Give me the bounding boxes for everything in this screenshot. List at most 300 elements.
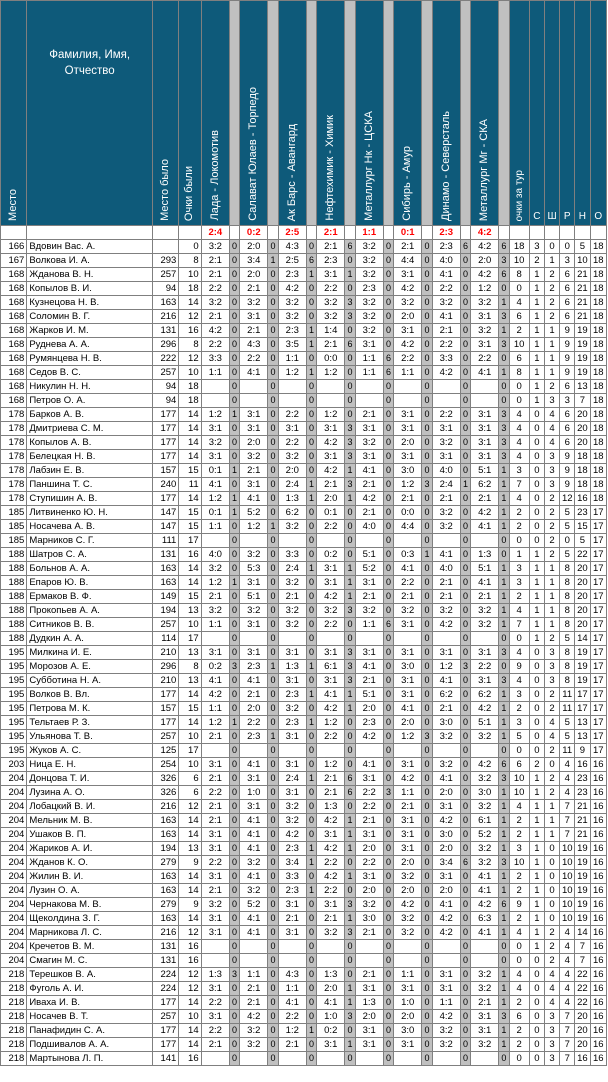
cell-stat-o: 18 bbox=[590, 254, 606, 268]
cell-prediction: 3:1 bbox=[471, 408, 499, 422]
cell-match-points: 0 bbox=[306, 590, 316, 604]
cell-prediction: 3:2 bbox=[317, 310, 345, 324]
cell-stat-o: 18 bbox=[590, 436, 606, 450]
cell-name: Марников С. Г. bbox=[27, 534, 153, 548]
cell-stat-r: 0 bbox=[560, 240, 575, 254]
cell-match-points: 0 bbox=[229, 1010, 239, 1024]
cell-stat-sh: 3 bbox=[544, 450, 559, 464]
cell-prediction: 3:0 bbox=[355, 912, 383, 926]
cell-prediction: 1:1 bbox=[432, 996, 460, 1010]
cell-prediction: 2:4 bbox=[278, 562, 306, 576]
cell-match-points: 0 bbox=[460, 436, 470, 450]
cell-match-points: 0 bbox=[229, 730, 239, 744]
cell-prediction: 4:2 bbox=[355, 492, 383, 506]
cell-match-points: 1 bbox=[306, 884, 316, 898]
cell-tour-points: 8 bbox=[509, 366, 529, 380]
cell-place: 195 bbox=[1, 660, 27, 674]
cell-stat-o: 18 bbox=[590, 338, 606, 352]
cell-prediction: 4:1 bbox=[355, 660, 383, 674]
cell-place: 204 bbox=[1, 772, 27, 786]
cell-stat-n: 20 bbox=[575, 590, 590, 604]
cell-prediction: 3:2 bbox=[355, 436, 383, 450]
cell-match-points: 1 bbox=[229, 492, 239, 506]
cell-prediction: 3:1 bbox=[201, 870, 229, 884]
cell-stat-s: 1 bbox=[529, 548, 544, 562]
cell-prediction: 4:1 bbox=[317, 996, 345, 1010]
cell-match-points: 1 bbox=[499, 520, 509, 534]
header-place: Место bbox=[1, 1, 27, 226]
cell-prediction: 4:4 bbox=[394, 520, 422, 534]
cell-prediction: 2:2 bbox=[317, 730, 345, 744]
cell-match-points: 0 bbox=[268, 604, 278, 618]
cell-stat-sh: 1 bbox=[544, 338, 559, 352]
cell-match-points: 0 bbox=[499, 394, 509, 408]
cell-match-points: 1 bbox=[499, 296, 509, 310]
cell-tour-points: 10 bbox=[509, 338, 529, 352]
cell-prediction: 2:2 bbox=[201, 338, 229, 352]
header-match-2: Салават Юлаев - Торпедо bbox=[240, 1, 268, 226]
cell-points-were: 16 bbox=[179, 324, 201, 338]
cell-prediction: 3:1 bbox=[394, 814, 422, 828]
cell-match-points: 1 bbox=[499, 478, 509, 492]
cell-prediction: 0:0 bbox=[394, 506, 422, 520]
cell-tour-points: 4 bbox=[509, 492, 529, 506]
cell-prediction: 3:1 bbox=[240, 422, 268, 436]
cell-prediction: 2:1 bbox=[355, 506, 383, 520]
cell-place-was: 296 bbox=[153, 660, 179, 674]
cell-match-points: 1 bbox=[499, 702, 509, 716]
cell-match-points: 0 bbox=[383, 716, 393, 730]
cell-stat-r: 7 bbox=[560, 1024, 575, 1038]
cell-prediction bbox=[278, 380, 306, 394]
cell-match-points: 0 bbox=[268, 310, 278, 324]
cell-prediction: 3:2 bbox=[317, 296, 345, 310]
cell-points-were: 10 bbox=[179, 268, 201, 282]
cell-stat-s: 1 bbox=[529, 926, 544, 940]
cell-tour-points: 8 bbox=[509, 268, 529, 282]
cell-match-points: 0 bbox=[383, 730, 393, 744]
cell-prediction: 2:1 bbox=[278, 1038, 306, 1052]
cell-prediction: 2:2 bbox=[471, 660, 499, 674]
cell-stat-r: 3 bbox=[560, 254, 575, 268]
cell-match-points: 0 bbox=[345, 618, 355, 632]
cell-stat-r: 4 bbox=[560, 758, 575, 772]
cell-match-points: 1 bbox=[306, 324, 316, 338]
cell-prediction: 3:1 bbox=[394, 758, 422, 772]
cell-prediction: 2:0 bbox=[394, 310, 422, 324]
cell-match-points: 0 bbox=[460, 268, 470, 282]
cell-name: Епаров Ю. В. bbox=[27, 576, 153, 590]
cell-match-points: 0 bbox=[268, 884, 278, 898]
cell-prediction: 2:0 bbox=[355, 842, 383, 856]
cell-tour-points: 18 bbox=[509, 240, 529, 254]
cell-prediction: 1:1 bbox=[201, 366, 229, 380]
table-row bbox=[1, 772, 607, 786]
cell-stat-r: 9 bbox=[560, 338, 575, 352]
cell-prediction: 3:1 bbox=[201, 646, 229, 660]
cell-prediction: 3:2 bbox=[471, 856, 499, 870]
cell-tour-points: 4 bbox=[509, 450, 529, 464]
cell-match-points: 0 bbox=[268, 926, 278, 940]
cell-match-points: 0 bbox=[229, 996, 239, 1010]
cell-stat-n: 16 bbox=[575, 758, 590, 772]
cell-tour-points: 3 bbox=[509, 562, 529, 576]
cell-prediction: 2:2 bbox=[355, 856, 383, 870]
cell-prediction bbox=[317, 744, 345, 758]
cell-prediction: 4:1 bbox=[240, 814, 268, 828]
table-row bbox=[1, 982, 607, 996]
header-match-3: Ак Барс - Авангард bbox=[278, 1, 306, 226]
cell-match-points: 3 bbox=[345, 660, 355, 674]
cell-prediction: 3:2 bbox=[471, 982, 499, 996]
cell-place-was: 163 bbox=[153, 814, 179, 828]
cell-match-points: 6 bbox=[383, 352, 393, 366]
cell-prediction: 2:0 bbox=[394, 856, 422, 870]
cell-stat-r: 5 bbox=[560, 716, 575, 730]
cell-match-points: 3 bbox=[422, 478, 432, 492]
cell-match-points: 1 bbox=[306, 492, 316, 506]
cell-match-points: 0 bbox=[383, 422, 393, 436]
cell-points-were: 10 bbox=[179, 758, 201, 772]
cell-name: Ница Е. Н. bbox=[27, 758, 153, 772]
cell-match-points: 0 bbox=[229, 478, 239, 492]
cell-match-points: 0 bbox=[345, 730, 355, 744]
cell-prediction bbox=[355, 394, 383, 408]
cell-stat-n: 18 bbox=[575, 450, 590, 464]
cell-prediction: 4:1 bbox=[432, 772, 460, 786]
cell-prediction: 2:1 bbox=[201, 884, 229, 898]
cell-prediction: 4:0 bbox=[432, 562, 460, 576]
cell-place: 195 bbox=[1, 730, 27, 744]
cell-prediction: 2:1 bbox=[201, 310, 229, 324]
cell-stat-o: 16 bbox=[590, 814, 606, 828]
cell-match-points: 0 bbox=[422, 562, 432, 576]
cell-prediction: 3:2 bbox=[201, 604, 229, 618]
cell-prediction: 3:1 bbox=[394, 450, 422, 464]
cell-stat-r: 8 bbox=[560, 618, 575, 632]
table-row bbox=[1, 842, 607, 856]
cell-match-points: 0 bbox=[268, 702, 278, 716]
cell-prediction: 2:1 bbox=[317, 240, 345, 254]
cell-prediction bbox=[355, 380, 383, 394]
table-row bbox=[1, 1010, 607, 1024]
header-match-7: Динамо - Северсталь bbox=[432, 1, 460, 226]
cell-points-were: 14 bbox=[179, 814, 201, 828]
cell-prediction: 3:2 bbox=[432, 1024, 460, 1038]
cell-tour-points: 4 bbox=[509, 604, 529, 618]
cell-tour-points: 4 bbox=[509, 436, 529, 450]
cell-match-points: 0 bbox=[383, 856, 393, 870]
cell-match-points: 0 bbox=[345, 632, 355, 646]
cell-prediction: 4:2 bbox=[471, 240, 499, 254]
cell-prediction: 2:1 bbox=[432, 324, 460, 338]
cell-prediction bbox=[201, 380, 229, 394]
cell-prediction: 3:0 bbox=[394, 1024, 422, 1038]
cell-match-points: 0 bbox=[345, 282, 355, 296]
cell-match-points: 1 bbox=[499, 870, 509, 884]
results-blank bbox=[383, 226, 393, 240]
cell-match-points: 0 bbox=[229, 940, 239, 954]
cell-prediction: 2:0 bbox=[355, 884, 383, 898]
cell-match-points: 6 bbox=[306, 254, 316, 268]
cell-match-points: 6 bbox=[460, 856, 470, 870]
cell-match-points: 3 bbox=[345, 674, 355, 688]
cell-stat-o: 16 bbox=[590, 800, 606, 814]
cell-prediction: 3:1 bbox=[317, 674, 345, 688]
cell-match-points: 1 bbox=[499, 576, 509, 590]
cell-match-points: 0 bbox=[460, 576, 470, 590]
cell-prediction: 2:2 bbox=[317, 884, 345, 898]
table-row bbox=[1, 996, 607, 1010]
cell-prediction: 3:0 bbox=[394, 464, 422, 478]
cell-stat-s: 1 bbox=[529, 870, 544, 884]
cell-prediction: 4:2 bbox=[432, 366, 460, 380]
cell-tour-points: 1 bbox=[509, 548, 529, 562]
table-row bbox=[1, 618, 607, 632]
cell-stat-s: 1 bbox=[529, 282, 544, 296]
cell-stat-o: 18 bbox=[590, 240, 606, 254]
header-stat-r: Р bbox=[560, 1, 575, 226]
cell-match-points: 0 bbox=[422, 492, 432, 506]
cell-match-points: 0 bbox=[460, 842, 470, 856]
cell-place-was: 257 bbox=[153, 618, 179, 632]
cell-match-points: 0 bbox=[306, 982, 316, 996]
cell-name: Ситников В. В. bbox=[27, 618, 153, 632]
cell-match-points: 0 bbox=[345, 1024, 355, 1038]
cell-prediction: 2:1 bbox=[278, 912, 306, 926]
result-match-3: 2:5 bbox=[278, 226, 306, 240]
cell-stat-sh: 0 bbox=[544, 842, 559, 856]
results-blank bbox=[229, 226, 239, 240]
cell-match-points: 0 bbox=[229, 604, 239, 618]
cell-prediction: 4:2 bbox=[471, 506, 499, 520]
cell-stat-o: 16 bbox=[590, 926, 606, 940]
cell-stat-n: 19 bbox=[575, 870, 590, 884]
cell-prediction: 1:1 bbox=[355, 618, 383, 632]
cell-prediction: 3:2 bbox=[471, 772, 499, 786]
cell-prediction: 3:1 bbox=[471, 422, 499, 436]
cell-prediction bbox=[355, 534, 383, 548]
cell-stat-o: 18 bbox=[590, 492, 606, 506]
cell-match-points: 0 bbox=[268, 436, 278, 450]
cell-stat-s: 0 bbox=[529, 968, 544, 982]
cell-prediction bbox=[240, 380, 268, 394]
cell-prediction: 3:1 bbox=[471, 674, 499, 688]
cell-prediction bbox=[317, 632, 345, 646]
cell-prediction: 1:2 bbox=[201, 408, 229, 422]
cell-prediction bbox=[201, 954, 229, 968]
cell-prediction: 2:2 bbox=[317, 618, 345, 632]
cell-match-points: 0 bbox=[383, 254, 393, 268]
cell-stat-sh: 4 bbox=[544, 982, 559, 996]
cell-prediction: 3:2 bbox=[355, 310, 383, 324]
cell-match-points: 0 bbox=[383, 674, 393, 688]
cell-prediction: 2:1 bbox=[432, 702, 460, 716]
cell-prediction: 2:1 bbox=[355, 478, 383, 492]
cell-prediction: 3:2 bbox=[278, 520, 306, 534]
cell-match-points: 1 bbox=[499, 716, 509, 730]
cell-stat-o: 16 bbox=[590, 856, 606, 870]
cell-prediction: 4:2 bbox=[394, 338, 422, 352]
cell-prediction: 6:1 bbox=[471, 814, 499, 828]
cell-stat-o: 16 bbox=[590, 842, 606, 856]
cell-points-were: 15 bbox=[179, 464, 201, 478]
cell-prediction: 3:1 bbox=[432, 800, 460, 814]
cell-place-was: 111 bbox=[153, 534, 179, 548]
cell-stat-n: 20 bbox=[575, 408, 590, 422]
cell-prediction: 1:3 bbox=[278, 660, 306, 674]
cell-match-points: 3 bbox=[345, 646, 355, 660]
cell-place-was: 177 bbox=[153, 1024, 179, 1038]
cell-match-points: 0 bbox=[499, 744, 509, 758]
cell-name: Милкина И. Е. bbox=[27, 646, 153, 660]
cell-name: Петрова М. К. bbox=[27, 702, 153, 716]
cell-stat-o: 17 bbox=[590, 702, 606, 716]
cell-match-points: 0 bbox=[383, 534, 393, 548]
cell-stat-sh: 1 bbox=[544, 828, 559, 842]
cell-stat-o: 16 bbox=[590, 884, 606, 898]
cell-prediction: 5:1 bbox=[355, 548, 383, 562]
cell-match-points: 1 bbox=[499, 926, 509, 940]
cell-stat-sh: 2 bbox=[544, 632, 559, 646]
cell-match-points: 0 bbox=[460, 1038, 470, 1052]
cell-prediction: 3:1 bbox=[317, 828, 345, 842]
cell-stat-r: 6 bbox=[560, 310, 575, 324]
cell-match-points: 1 bbox=[229, 408, 239, 422]
cell-match-points: 0 bbox=[383, 772, 393, 786]
cell-prediction: 4:1 bbox=[201, 674, 229, 688]
cell-match-points: 0 bbox=[306, 282, 316, 296]
cell-points-were: 17 bbox=[179, 632, 201, 646]
cell-match-points: 3 bbox=[499, 310, 509, 324]
cell-match-points: 3 bbox=[345, 422, 355, 436]
cell-prediction: 3:1 bbox=[278, 758, 306, 772]
cell-match-points: 0 bbox=[460, 282, 470, 296]
cell-match-points: 0 bbox=[229, 240, 239, 254]
cell-match-points: 0 bbox=[460, 954, 470, 968]
cell-stat-sh: 2 bbox=[544, 380, 559, 394]
cell-match-points: 0 bbox=[229, 1052, 239, 1066]
cell-place: 204 bbox=[1, 898, 27, 912]
cell-stat-s: 1 bbox=[529, 772, 544, 786]
cell-stat-s: 0 bbox=[529, 506, 544, 520]
cell-prediction bbox=[240, 632, 268, 646]
cell-stat-o: 16 bbox=[590, 954, 606, 968]
cell-prediction: 2:2 bbox=[201, 856, 229, 870]
cell-prediction: 4:1 bbox=[394, 702, 422, 716]
header-gap bbox=[499, 1, 509, 226]
cell-prediction: 3:1 bbox=[394, 982, 422, 996]
cell-prediction: 2:3 bbox=[278, 884, 306, 898]
cell-match-points: 0 bbox=[306, 926, 316, 940]
cell-prediction: 1:1 bbox=[278, 982, 306, 996]
cell-prediction: 5:1 bbox=[471, 716, 499, 730]
cell-match-points: 0 bbox=[268, 422, 278, 436]
cell-match-points: 1 bbox=[345, 702, 355, 716]
cell-place-was: 177 bbox=[153, 436, 179, 450]
cell-match-points: 0 bbox=[422, 716, 432, 730]
cell-stat-s: 1 bbox=[529, 380, 544, 394]
cell-match-points: 1 bbox=[499, 492, 509, 506]
cell-stat-r: 5 bbox=[560, 730, 575, 744]
cell-prediction: 2:1 bbox=[317, 338, 345, 352]
table-row bbox=[1, 1038, 607, 1052]
cell-stat-r: 8 bbox=[560, 576, 575, 590]
header-gap bbox=[229, 1, 239, 226]
cell-match-points: 1 bbox=[306, 842, 316, 856]
cell-stat-r: 6 bbox=[560, 408, 575, 422]
cell-place-was: 216 bbox=[153, 800, 179, 814]
cell-prediction: 2:0 bbox=[240, 436, 268, 450]
cell-match-points: 0 bbox=[383, 296, 393, 310]
cell-prediction: 3:2 bbox=[317, 926, 345, 940]
cell-place-was: 147 bbox=[153, 520, 179, 534]
cell-match-points: 0 bbox=[268, 380, 278, 394]
cell-place-was: 326 bbox=[153, 786, 179, 800]
cell-prediction bbox=[278, 954, 306, 968]
cell-prediction: 2:3 bbox=[278, 842, 306, 856]
cell-prediction: 3:1 bbox=[201, 982, 229, 996]
cell-stat-r: 0 bbox=[560, 534, 575, 548]
cell-stat-sh: 4 bbox=[544, 436, 559, 450]
cell-points-were: 12 bbox=[179, 926, 201, 940]
cell-prediction: 2:1 bbox=[201, 254, 229, 268]
cell-match-points: 0 bbox=[268, 296, 278, 310]
cell-prediction: 2:3 bbox=[278, 688, 306, 702]
cell-match-points: 1 bbox=[268, 660, 278, 674]
cell-prediction: 3:2 bbox=[471, 730, 499, 744]
cell-stat-o: 17 bbox=[590, 688, 606, 702]
cell-place-was: 163 bbox=[153, 576, 179, 590]
cell-stat-n: 13 bbox=[575, 716, 590, 730]
cell-match-points: 0 bbox=[460, 394, 470, 408]
cell-stat-sh: 4 bbox=[544, 422, 559, 436]
cell-prediction bbox=[317, 940, 345, 954]
cell-points-were: 16 bbox=[179, 1052, 201, 1066]
cell-match-points: 1 bbox=[345, 912, 355, 926]
cell-prediction bbox=[278, 534, 306, 548]
cell-prediction: 3:2 bbox=[355, 296, 383, 310]
cell-prediction: 2:5 bbox=[278, 254, 306, 268]
cell-match-points: 1 bbox=[306, 772, 316, 786]
cell-tour-points: 4 bbox=[509, 800, 529, 814]
cell-prediction: 3:2 bbox=[394, 296, 422, 310]
cell-match-points: 0 bbox=[460, 716, 470, 730]
cell-match-points: 0 bbox=[345, 800, 355, 814]
cell-name: Барков А. В. bbox=[27, 408, 153, 422]
cell-place: 185 bbox=[1, 520, 27, 534]
cell-prediction: 1:2 bbox=[394, 478, 422, 492]
cell-prediction: 1:2 bbox=[201, 492, 229, 506]
cell-prediction: 2:2 bbox=[278, 436, 306, 450]
cell-stat-sh: 1 bbox=[544, 576, 559, 590]
cell-match-points: 0 bbox=[422, 366, 432, 380]
cell-prediction: 3:2 bbox=[278, 800, 306, 814]
cell-prediction: 2:1 bbox=[394, 492, 422, 506]
cell-prediction bbox=[394, 534, 422, 548]
header-gap bbox=[422, 1, 432, 226]
cell-prediction bbox=[394, 632, 422, 646]
cell-match-points: 0 bbox=[306, 898, 316, 912]
cell-match-points: 0 bbox=[383, 562, 393, 576]
header-stat-o: О bbox=[590, 1, 606, 226]
cell-match-points: 6 bbox=[345, 240, 355, 254]
cell-stat-r: 7 bbox=[560, 828, 575, 842]
cell-place: 178 bbox=[1, 422, 27, 436]
cell-points-were: 18 bbox=[179, 394, 201, 408]
cell-stat-sh: 2 bbox=[544, 954, 559, 968]
cell-match-points: 0 bbox=[499, 1052, 509, 1066]
